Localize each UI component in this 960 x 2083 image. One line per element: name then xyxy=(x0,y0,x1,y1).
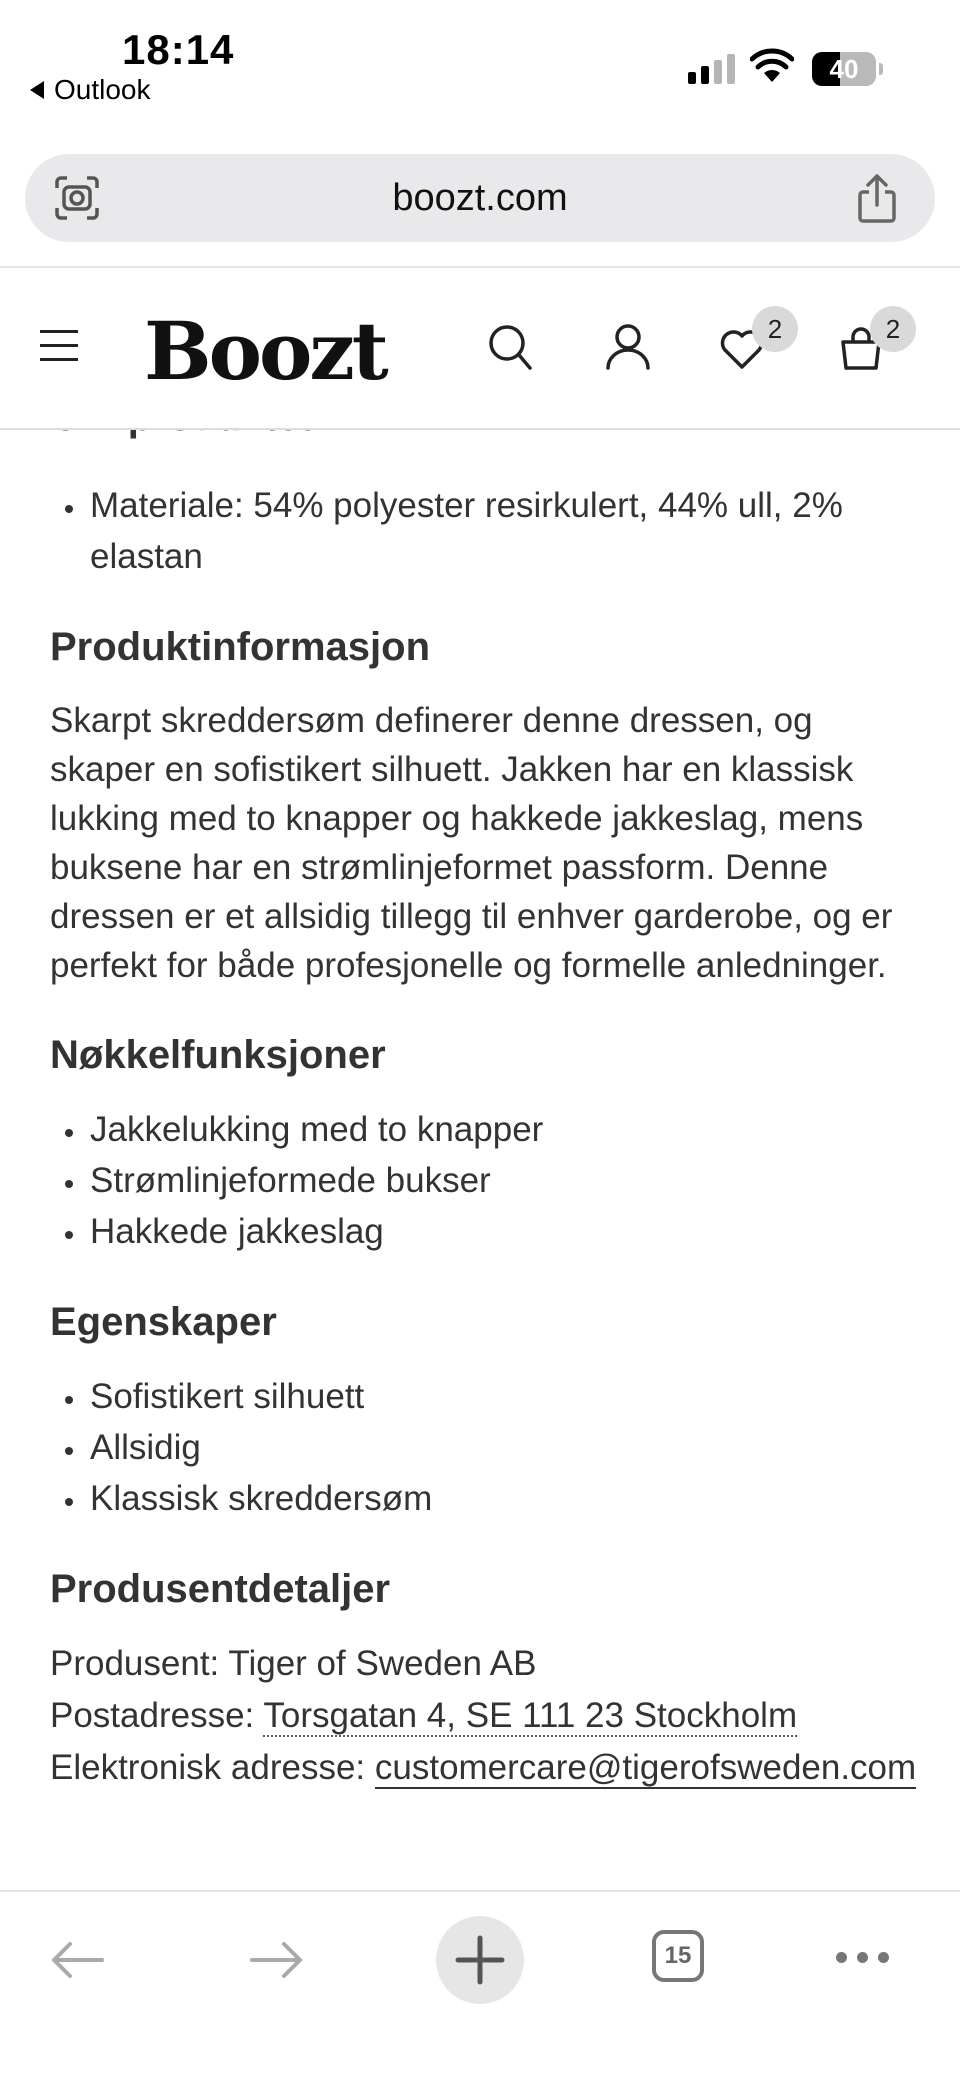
tabs-button[interactable]: 15 xyxy=(652,1930,704,1982)
search-icon[interactable] xyxy=(486,322,534,372)
features-heading: Nøkkelfunksjoner xyxy=(50,1033,386,1077)
status-bar xyxy=(0,0,960,140)
address-label: Postadresse: xyxy=(50,1696,255,1735)
info-heading: Produktinformasjon xyxy=(50,625,431,669)
email-label: Elektronisk adresse: xyxy=(50,1748,366,1787)
back-triangle-icon xyxy=(30,81,44,99)
wishlist-count-badge: 2 xyxy=(752,306,798,352)
properties-heading: Egenskaper xyxy=(50,1300,277,1344)
back-app-label: Outlook xyxy=(54,74,151,105)
cart-count-badge: 2 xyxy=(870,306,916,352)
clock: 18:14 xyxy=(122,26,235,73)
list-item: • Jakkelukking med to knapper xyxy=(88,1104,920,1155)
manufacturer-heading: Produsentdetaljer xyxy=(50,1567,391,1611)
cellular-signal-icon xyxy=(688,54,735,84)
share-icon[interactable] xyxy=(855,172,899,224)
new-tab-button[interactable] xyxy=(436,1916,524,2004)
wifi-icon xyxy=(750,48,794,84)
list-item: • Klassisk skreddersøm xyxy=(88,1473,920,1524)
features-list xyxy=(50,1104,920,1257)
list-item: • Strømlinjeformede bukser xyxy=(88,1155,920,1206)
list-item: • Sofistikert silhuett xyxy=(88,1371,920,1422)
menu-icon[interactable] xyxy=(40,330,78,372)
manufacturer-name: Tiger of Sweden AB xyxy=(228,1644,537,1683)
manufacturer-label: Produsent: xyxy=(50,1644,220,1683)
browser-toolbar xyxy=(0,1890,960,2083)
back-to-app-button[interactable] xyxy=(30,74,151,106)
manufacturer-details xyxy=(50,1638,920,1794)
list-item: • Allsidig xyxy=(88,1422,920,1473)
list-item: • Materiale: 54% polyester resirkulert, 44% ull, 2% elastan xyxy=(88,480,920,582)
info-text: Skarpt skreddersøm definerer denne dressen, og skaper en sofistikert silhuett. Jakken har en klassisk lukking med to knapper og hakkede jakkeslag, mens buksene har en strømlinjeformet passform. Denne dressen er et allsidig tillegg til enhver garderobe, og er perfekt for både profesjonelle og formelle anledninger. xyxy=(50,701,893,985)
brand-logo[interactable]: Boozt xyxy=(144,304,386,398)
product-details xyxy=(50,400,920,1794)
email-link[interactable]: customercare@tigerofsweden.com xyxy=(374,1748,917,1787)
forward-arrow-icon[interactable] xyxy=(248,1940,306,1980)
address-bar[interactable] xyxy=(25,154,935,242)
site-header xyxy=(0,268,960,430)
back-arrow-icon[interactable] xyxy=(48,1940,106,1980)
properties-list xyxy=(50,1371,920,1524)
account-icon[interactable] xyxy=(604,322,652,372)
address-link[interactable]: Torsgatan 4, SE 111 23 Stockholm xyxy=(263,1696,798,1735)
plus-icon xyxy=(436,1916,524,2004)
url-text: boozt.com xyxy=(392,177,568,219)
about-list xyxy=(50,480,920,582)
battery-percent: 40 xyxy=(829,54,859,84)
battery-icon xyxy=(812,52,876,86)
more-icon[interactable] xyxy=(836,1952,889,1963)
list-item: • Hakkede jakkeslag xyxy=(88,1206,920,1257)
